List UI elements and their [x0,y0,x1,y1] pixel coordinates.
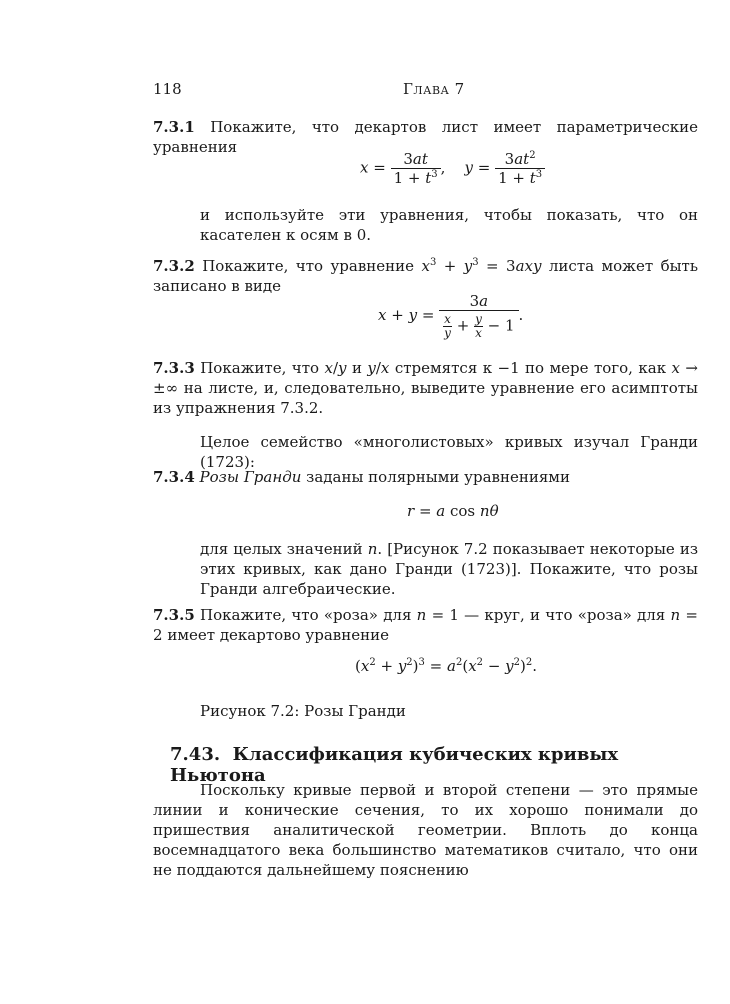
polar-equation: r = a cos nθ [407,502,499,520]
section-title: Классификация кубических кривых Ньютона [170,744,619,786]
exercise-text: стремятся к −1 по мере того, как [394,359,667,377]
folium-equation: x + y = 3a $\frac{x}{y}$ + $\frac{y}{x}$ − 1 . [378,292,524,340]
chapter-header: Глава 7 [403,80,465,98]
exercise-7-3-3: 7.3.3 Покажите, что x/y и y/x стремятся к −1 по мере того, как x → ±∞ на листе, и, следовательно, выведите уравнение его асимптоты из упражнения 7.3.2. [153,359,698,417]
exercise-term: Розы Гранди [199,468,302,486]
exercise-text-continued: для целых значений n. [Рисунок 7.2 показывает некоторые из этих кривых, как дано Гранди (1723)]. Покажите, что розы Гранди алгебраические. [200,540,698,598]
exercise-number: 7.3.3 [153,359,195,377]
exercise-text: Покажите, что декартов лист имеет параметрические уравнения [153,118,698,156]
family-sentence: Целое семейство «многолистовых» кривых изучал Гранди (1723): [200,433,698,471]
exercise-text: — круг, и что «роза» для [464,606,666,624]
exercise-text-continued: и используйте эти уравнения, чтобы показать, что он касателен к осям в 0. [200,206,698,244]
exercise-text: . [Рисунок 7.2 показывает некоторые из этих кривых, как дано Гранди (1723)]. Покажите, что розы Гранди алгебраические. [200,540,698,598]
exercise-text: Покажите, что [200,359,320,377]
section-paragraph: Поскольку кривые первой и второй степени — это прямые линии и конические сечения, то их хорошо понимали до пришествия аналитической геометрии. Вплоть до конца восемнадцатого века большинство математиков считало, что они не поддаются дальнейшему пояснению [153,781,698,879]
exercise-text: на листе, и, следовательно, выведите уравнение его асимптоты из упражнения 7.3.2. [153,379,698,417]
section-number: 7.43. [170,744,221,765]
page-number: 118 [153,80,182,98]
cartesian-equation: $(x^2 + y^2)^3 = a^2(x^2 - y^2)^2$. [355,657,538,675]
exercise-text: листа может быть записано в виде [153,257,699,295]
parametric-equations: x = $\frac{3at}{1 + t^3}$ , y = $\frac{3at^2}{1 + t^3}$ [360,150,560,187]
exercise-7-3-4 [153,467,698,487]
exercise-7-3-2: 7.3.2 Покажите, что уравнение $x^3 + y^3 = 3axy$ листа может быть записано в виде [153,257,699,295]
exercise-7-3-5: 7.3.5 Покажите, что «роза» для n = 1 — круг, и что «роза» для n = 2 имеет декартово уравнение [153,606,698,644]
exercise-text: для целых значений [200,540,363,558]
exercise-number: 7.3.5 [153,606,195,624]
exercise-text: Покажите, что уравнение [202,257,415,275]
figure-caption: Рисунок 7.2: Розы Гранди [200,702,406,720]
exercise-text: и [351,359,362,377]
exercise-number: 7.3.4 [153,468,195,486]
exercise-text: Покажите, что «роза» для [200,606,412,624]
exercise-number: 7.3.2 [153,257,195,275]
exercise-number: 7.3.1 [153,118,195,136]
exercise-text: имеет декартово уравнение [167,626,389,644]
exercise-text: заданы полярными уравнениями [306,468,570,486]
